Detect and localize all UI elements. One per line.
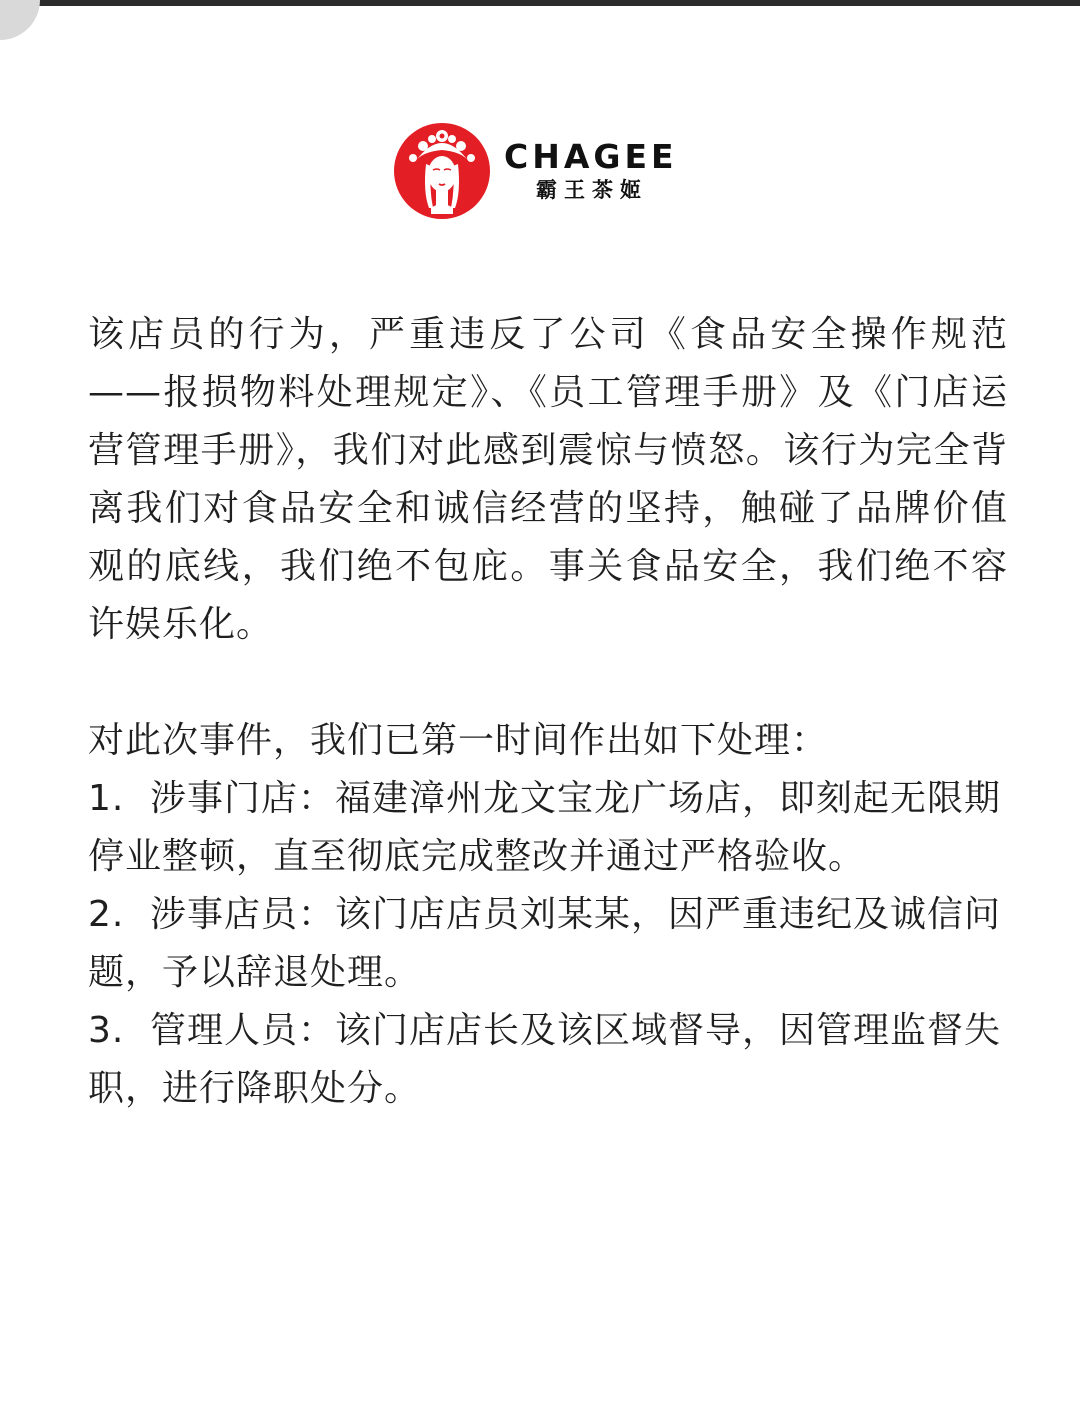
measure-number: 1. — [88, 778, 125, 819]
brand-name-en: CHAGEE — [504, 137, 678, 176]
measures-intro: 对此次事件，我们已第一时间作出如下处理： — [88, 720, 829, 761]
corner-shadow — [0, 0, 40, 40]
measure-text: 涉事店员：该门店店员刘某某，因严重违纪及诚信问题，予以辞退处理。 — [88, 894, 1002, 993]
measure-item — [88, 886, 1008, 1002]
brand-name-zh: 霸王茶姬 — [536, 178, 648, 202]
measure-item — [88, 1002, 1008, 1118]
top-edge-bar — [0, 0, 1080, 6]
statement-body — [88, 306, 1008, 1118]
measure-number: 3. — [88, 1010, 125, 1051]
measure-text: 涉事门店：福建漳州龙文宝龙广场店，即刻起无限期停业整顿，直至彻底完成整改并通过严格验收。 — [88, 778, 1002, 877]
brand-wordmark — [504, 137, 704, 203]
measure-text: 管理人员：该门店店长及该区域督导，因管理监督失职，进行降职处分。 — [88, 1010, 1002, 1109]
measure-number: 2. — [88, 894, 125, 935]
opera-lady-logo-icon — [393, 122, 491, 220]
measure-item — [88, 770, 1008, 886]
paragraph-spacer — [88, 654, 1008, 712]
statement-paragraph: 该店员的行为，严重违反了公司《食品安全操作规范——报损物料处理规定》、《员工管理手册》及《门店运营管理手册》，我们对此感到震惊与愤怒。该行为完全背离我们对食品安全和诚信经营的坚持，触碰了品牌价值观的底线，我们绝不包庇。事关食品安全，我们绝不容许娱乐化。 — [88, 314, 1008, 645]
